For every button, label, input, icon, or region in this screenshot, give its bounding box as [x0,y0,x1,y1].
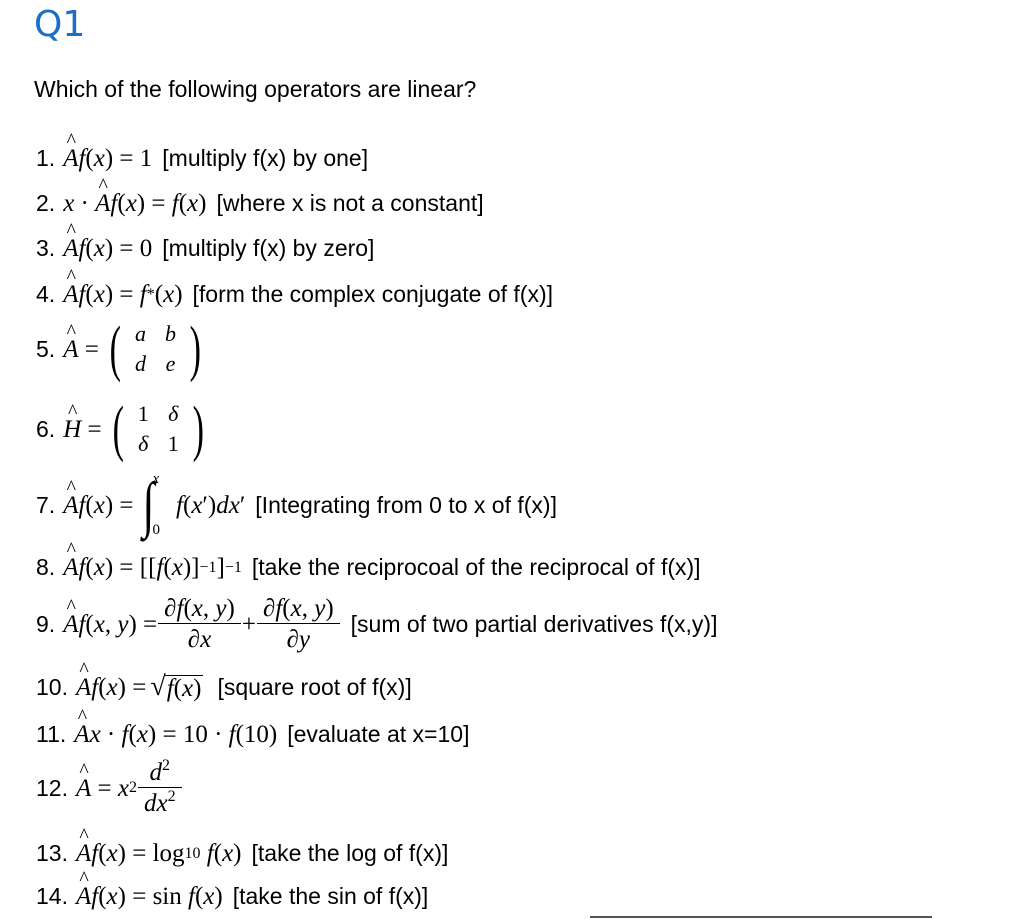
list-item [36,884,428,909]
list-item [36,757,193,817]
item-formula: x · ^ A f ( x ) = f ( x ) [63,191,206,216]
list-item [36,282,553,307]
item-formula: ^ A f ( x ) = log 10 f ( x ) [76,841,242,866]
item-number: 11. [36,721,67,747]
list-item [36,555,701,580]
fraction: $\frac{d^2}{dx^2}$ [141,760,179,816]
list-item [36,722,469,747]
item-note: [take the reciprocoal of the reciprocal of f(x)] [251,554,701,580]
list-item [36,315,216,383]
fraction: $\frac{\partial f(x, y)}{\partial x}$ [161,596,238,652]
item-number: 3. [36,235,56,261]
question-text: Which of the following operators are linear? [34,76,477,102]
fraction: $\frac{\partial f(x, y)}{\partial y}$ [260,596,337,652]
item-formula: ^ A f ( x ) = ∫ x 0 f ( x ′) dx ′ [63,472,245,538]
item-formula: ^ A f ( x ) = 1 [63,146,152,171]
item-number: 4. [36,281,56,307]
item-number: 9. [36,610,56,637]
item-formula: ^ A f ( x ) = [[ f ( x )] −1 ] −1 [63,555,242,580]
list-item [36,596,717,652]
item-number: 1. [36,145,56,171]
item-note: [take the sin of f(x)] [232,883,429,909]
item-number: 14. [36,883,68,909]
item-number: 12. [36,774,68,801]
item-formula: ^ A f ( x ) = 0 [63,236,152,261]
item-note: [where x is not a constant] [216,190,484,216]
item-formula: ^ A f ( x ) = f * ( x ) [63,282,182,307]
item-formula: ^ A = x 2 $\frac{d^2}{dx^2}$ [76,760,183,816]
matrix: ( 1 δ δ 1 ) [112,395,205,463]
list-item [36,236,374,261]
item-note: [evaluate at x=10] [287,721,470,747]
item-number: 7. [36,491,56,518]
item-note: [sum of two partial derivatives f(x,y)] [350,610,718,637]
item-formula: ^ H = ( 1 δ δ 1 ) [63,398,209,460]
list-item [36,191,484,216]
list-item [36,472,557,538]
item-formula: ^ A f ( x ) = sin f ( x ) [76,884,223,909]
item-formula: ^ A f ( x ) = √ f(x) [76,673,207,701]
item-formula: ^ A f ( x , y ) = $\frac{\partial f(x, y)}{\partial x}$ + $\frac{\partial f(x, y)}{\partial y}$ [63,596,340,652]
list-item [36,395,219,463]
square-root: √ f(x) [150,671,202,702]
item-number: 6. [36,415,56,442]
divider [590,916,932,918]
item-note: [Integrating from 0 to x of f(x)] [255,491,557,518]
item-number: 10. [36,673,68,700]
matrix: ( a b d e ) [109,315,202,383]
list-item [36,673,412,701]
item-number: 2. [36,190,56,216]
item-note: [multiply f(x) by zero] [162,235,375,261]
item-number: 13. [36,840,68,866]
list-item [36,146,368,171]
integral-sign: ∫ x 0 [142,471,161,539]
list-item [36,841,448,866]
item-note: [multiply f(x) by one] [162,145,369,171]
item-formula: ^ A x · f ( x ) = 10 · f (10) [74,722,277,747]
item-note: [square root of f(x)] [217,673,412,700]
item-number: 5. [36,335,56,362]
item-note: [form the complex conjugate of f(x)] [192,281,554,307]
item-note: [take the log of f(x)] [251,840,449,866]
question-title: Q1 [34,4,86,45]
item-formula: ^ A = ( a b d e ) [63,318,206,380]
item-number: 8. [36,554,56,580]
